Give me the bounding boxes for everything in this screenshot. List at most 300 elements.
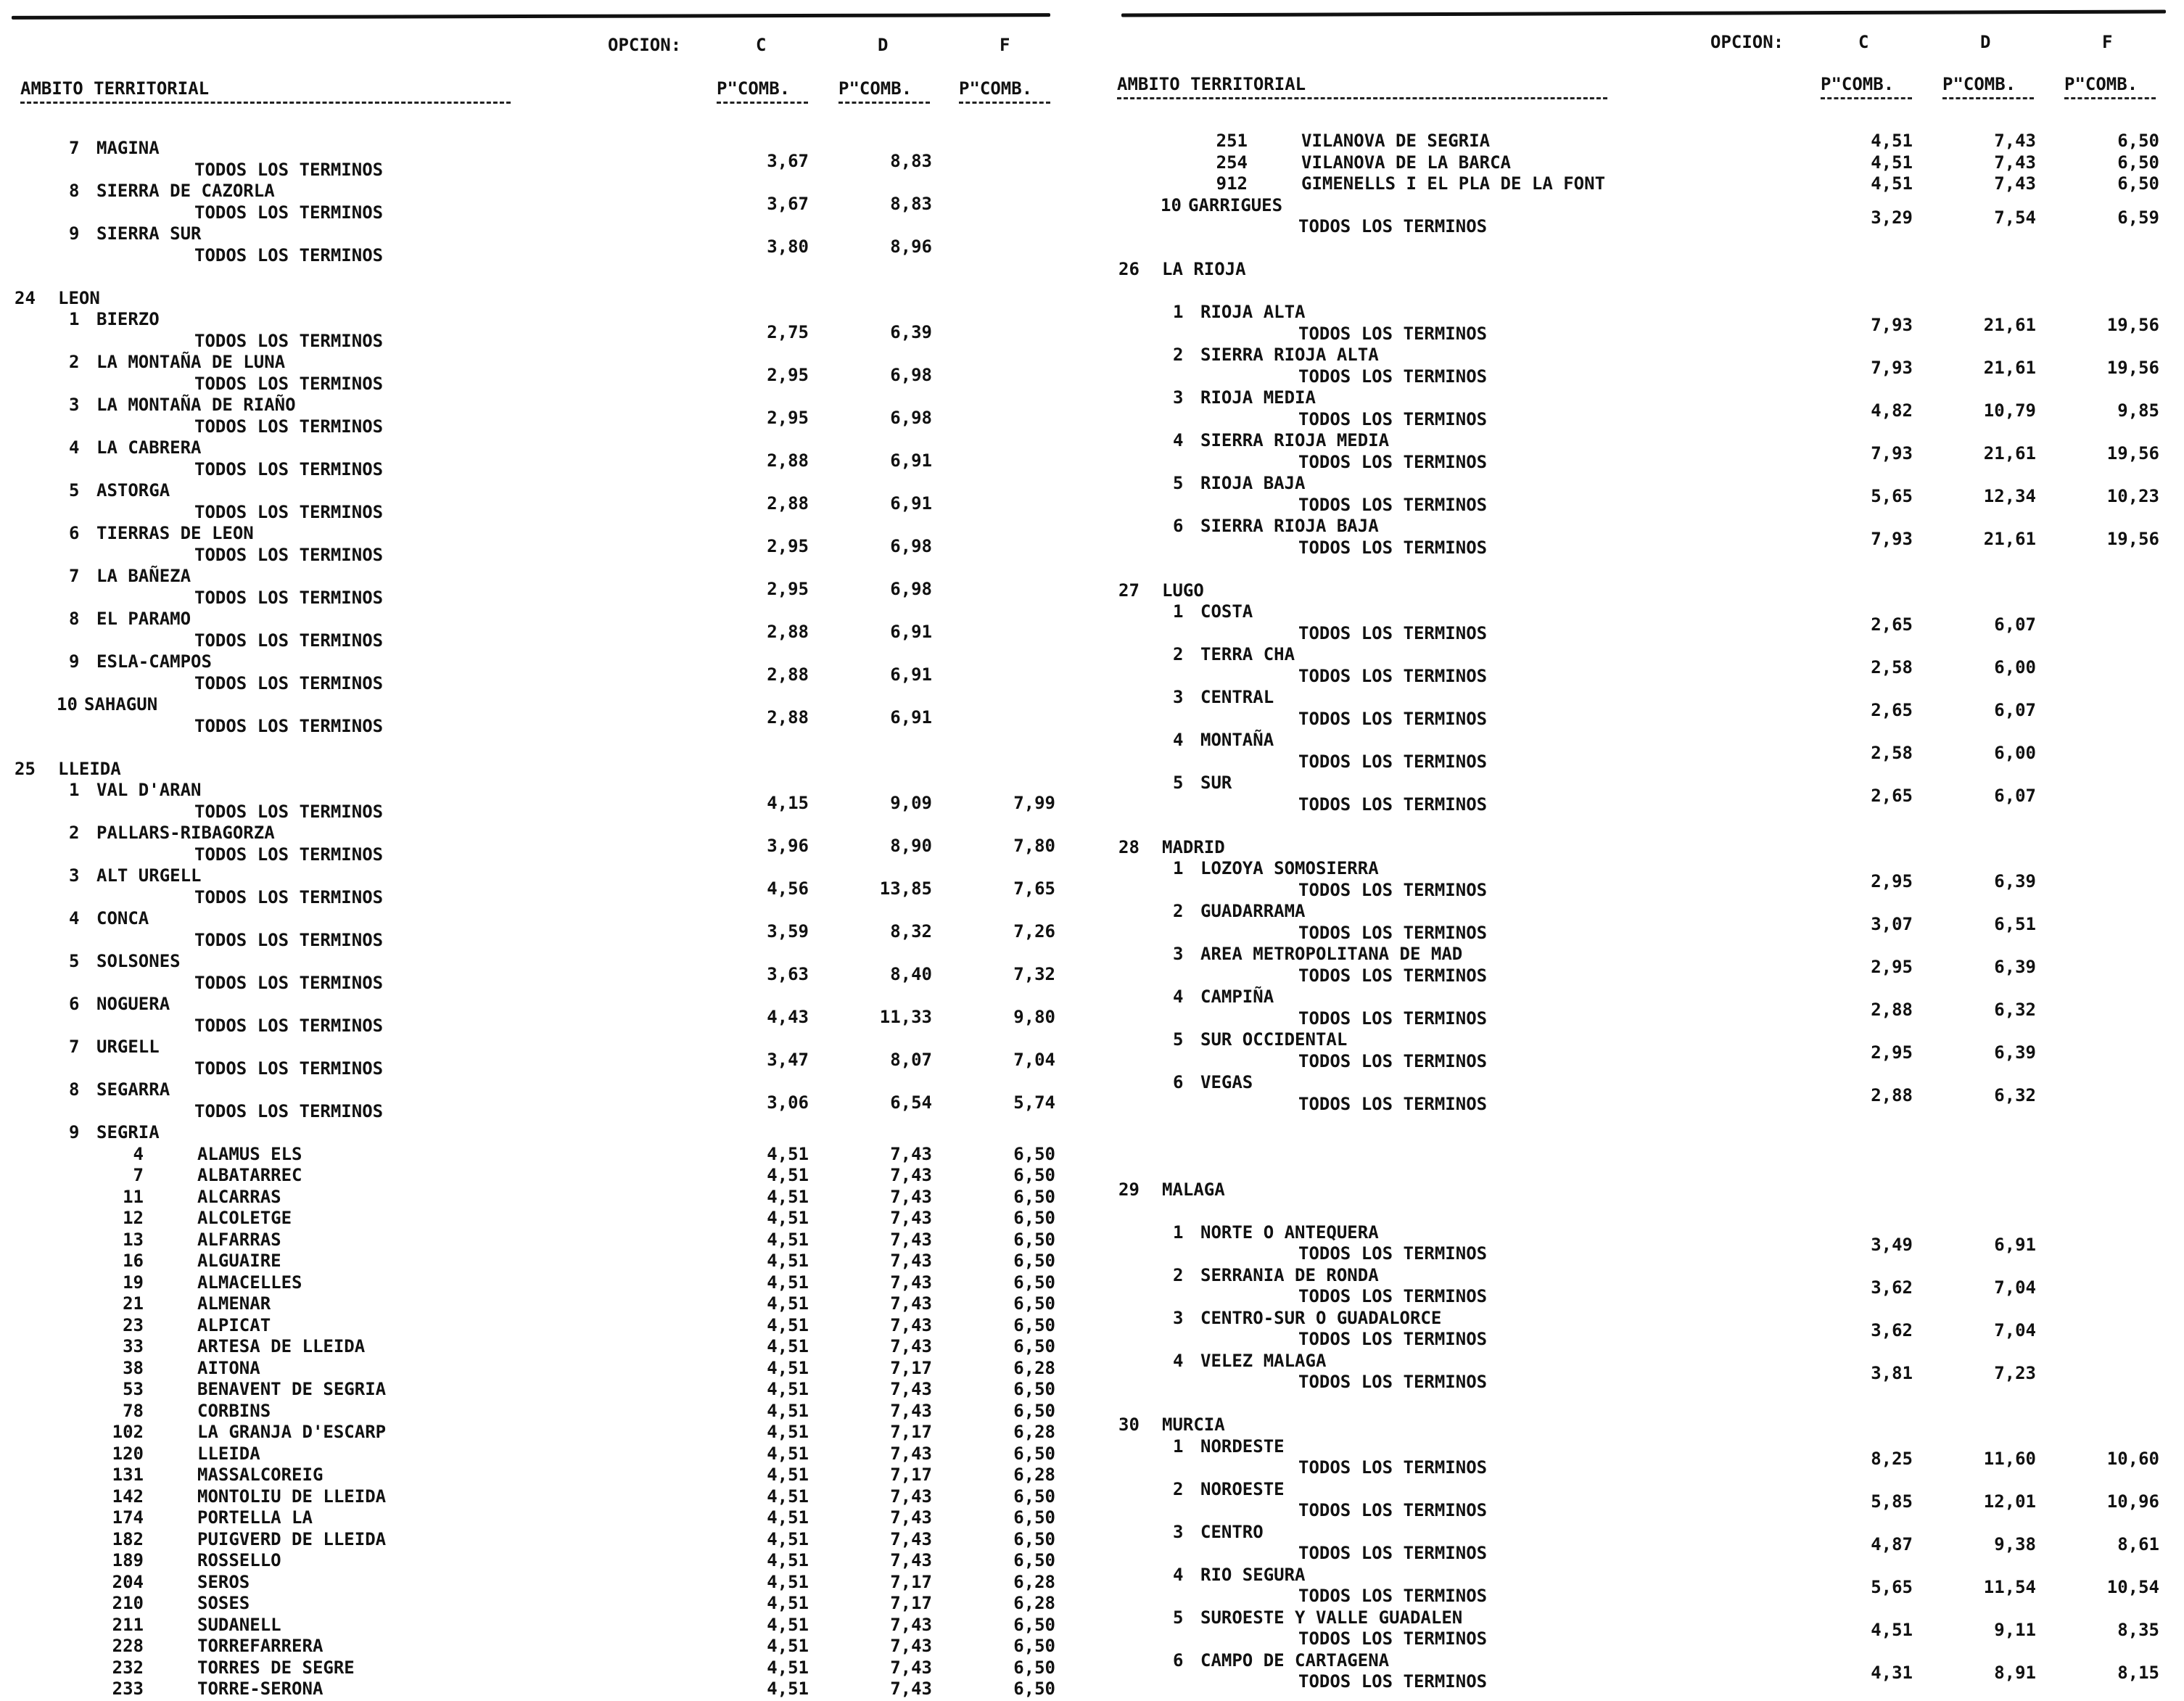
value-d: 7,43 — [890, 1186, 932, 1207]
todos-label: TODOS LOS TERMINOS — [194, 159, 384, 180]
value-d: 7,43 — [890, 1272, 932, 1293]
value-f: 6,50 — [1013, 1186, 1055, 1207]
todos-label: TODOS LOS TERMINOS — [194, 1058, 384, 1079]
todos-label: TODOS LOS TERMINOS — [1298, 708, 1488, 729]
blank-line — [1104, 238, 2177, 260]
value-d: 6,00 — [1994, 656, 2036, 677]
todos-label: TODOS LOS TERMINOS — [1298, 537, 1488, 558]
municipality-code: 7 — [133, 1165, 144, 1185]
value-c: 7,93 — [1871, 357, 1913, 378]
todos-los-terminos-row — [0, 450, 1074, 481]
todos-los-terminos-row — [0, 236, 1074, 267]
municipality-row — [0, 1144, 1074, 1166]
todos-los-terminos-row — [1104, 785, 2177, 816]
comarca-name: AREA METROPOLITANA DE MAD — [1200, 944, 1463, 964]
comarca-name: LA MONTAÑA DE RIAÑO — [96, 395, 296, 415]
todos-los-terminos-row — [1104, 1084, 2177, 1116]
municipality-code: 19 — [123, 1272, 144, 1293]
todos-label: TODOS LOS TERMINOS — [194, 630, 384, 651]
value-d: 7,04 — [1994, 1277, 2036, 1298]
todos-label: TODOS LOS TERMINOS — [194, 330, 384, 351]
municipality-row — [0, 1187, 1074, 1208]
municipality-code: 228 — [112, 1636, 144, 1656]
value-f: 6,50 — [1013, 1657, 1055, 1678]
province-number: 24 — [15, 287, 36, 308]
value-f: 8,61 — [2117, 1534, 2159, 1554]
municipality-code: 16 — [123, 1251, 144, 1271]
todos-label: TODOS LOS TERMINOS — [1298, 408, 1488, 429]
comarca-name: CENTRO-SUR O GUADALORCE — [1200, 1307, 1442, 1328]
value-d: 21,61 — [1983, 442, 2036, 464]
todos-los-terminos-row — [0, 535, 1074, 567]
todos-los-terminos-row — [1104, 1320, 2177, 1351]
todos-label: TODOS LOS TERMINOS — [1298, 1093, 1488, 1114]
value-f: 6,50 — [1013, 1293, 1055, 1314]
comarca-name: ASTORGA — [96, 480, 170, 501]
municipality-code: 233 — [112, 1679, 144, 1699]
comarca-number: 1 — [1173, 858, 1184, 878]
todos-los-terminos-row — [1104, 485, 2177, 516]
municipality-code: 120 — [112, 1443, 144, 1464]
value-d: 6,98 — [890, 578, 932, 599]
municipality-name: ROSSELLO — [197, 1550, 281, 1570]
comarca-name: VAL D'ARAN — [96, 780, 202, 800]
todos-los-terminos-row — [1104, 1534, 2177, 1565]
province-row — [1104, 1414, 2177, 1436]
blank-line — [1104, 559, 2177, 580]
municipality-name: VILANOVA DE LA BARCA — [1301, 152, 1511, 173]
value-c: 4,87 — [1871, 1534, 1913, 1554]
value-c: 2,88 — [1871, 999, 1913, 1020]
value-c: 4,51 — [767, 1229, 809, 1250]
todos-los-terminos-row — [1104, 1235, 2177, 1265]
comarca-name: NOGUERA — [96, 994, 170, 1014]
value-c: 3,80 — [767, 236, 809, 257]
comarca-name: SOLSONES — [96, 951, 181, 971]
comarca-number: 6 — [1173, 1649, 1184, 1671]
value-f: 6,50 — [1013, 1528, 1055, 1549]
value-c: 4,82 — [1871, 400, 1913, 421]
value-d: 7,43 — [890, 1379, 932, 1399]
municipality-row — [0, 1550, 1074, 1572]
municipality-code: 102 — [112, 1422, 144, 1442]
option-d: D — [1980, 32, 1991, 52]
value-c: 3,29 — [1871, 207, 1913, 228]
comarca-number: 3 — [1173, 1521, 1184, 1542]
value-d: 8,91 — [1994, 1663, 2036, 1683]
municipality-row — [0, 1465, 1074, 1486]
value-c: 4,51 — [1871, 173, 1913, 194]
value-d: 9,11 — [1994, 1620, 2036, 1640]
value-c: 2,88 — [767, 493, 809, 514]
value-d: 6,39 — [1994, 956, 2036, 977]
value-d: 7,43 — [890, 1657, 932, 1678]
comarca-number: 4 — [1173, 1350, 1184, 1371]
option-f: F — [2102, 32, 2113, 52]
value-c: 2,88 — [1871, 1084, 1913, 1105]
comarca-number: 2 — [69, 823, 80, 843]
comarca-number: 1 — [1173, 601, 1184, 622]
municipality-row — [0, 1230, 1074, 1251]
comarca-name: MAGINA — [96, 138, 160, 158]
pcomb-f-underline — [2064, 97, 2156, 102]
comarca-number: 2 — [1173, 644, 1184, 664]
todos-label: TODOS LOS TERMINOS — [1298, 622, 1488, 643]
todos-los-terminos-row — [1104, 400, 2177, 431]
value-d: 7,17 — [890, 1593, 932, 1613]
value-f: 6,59 — [2117, 207, 2159, 228]
pcomb-f-heading: P"COMB. — [959, 78, 1033, 99]
municipality-name: PUIGVERD DE LLEIDA — [197, 1528, 387, 1549]
municipality-row — [0, 1379, 1074, 1401]
value-d: 6,00 — [1994, 742, 2036, 763]
value-c: 2,88 — [767, 707, 809, 728]
comarca-name: CENTRO — [1200, 1521, 1264, 1542]
blank-line — [0, 737, 1074, 759]
value-c: 4,51 — [767, 1143, 809, 1164]
province-number: 27 — [1118, 580, 1140, 601]
value-c: 2,95 — [767, 364, 809, 385]
comarca-number: 5 — [1173, 473, 1184, 493]
todos-los-terminos-row — [1104, 913, 2177, 944]
value-d: 7,17 — [890, 1465, 932, 1485]
value-d: 13,85 — [879, 878, 932, 899]
province-number: 28 — [1118, 836, 1140, 857]
value-d: 7,04 — [1994, 1320, 2036, 1340]
value-c: 2,58 — [1871, 656, 1913, 677]
value-c: 4,51 — [767, 1336, 809, 1356]
value-d: 7,43 — [890, 1679, 932, 1699]
municipality-code: 912 — [1216, 173, 1248, 194]
value-d: 8,83 — [890, 193, 932, 214]
value-c: 4,51 — [767, 1208, 809, 1228]
comarca-number: 2 — [1173, 901, 1184, 921]
municipality-row — [0, 1657, 1074, 1679]
municipality-code: 189 — [112, 1550, 144, 1570]
municipality-name: ALFARRAS — [197, 1229, 281, 1250]
comarca-name: NORDESTE — [1200, 1436, 1285, 1457]
municipality-row — [0, 1422, 1074, 1443]
comarca-row — [0, 1122, 1074, 1144]
value-d: 8,07 — [890, 1049, 932, 1070]
municipality-name: SOSES — [197, 1593, 250, 1613]
todos-label: TODOS LOS TERMINOS — [1298, 1050, 1488, 1071]
todos-label: TODOS LOS TERMINOS — [1298, 665, 1488, 686]
todos-los-terminos-row — [0, 1006, 1074, 1037]
province-row — [0, 288, 1074, 310]
value-c: 3,06 — [767, 1092, 809, 1113]
value-d: 12,34 — [1983, 485, 2036, 506]
value-d: 7,43 — [1994, 152, 2036, 173]
comarca-number: 7 — [69, 1037, 80, 1057]
comarca-number: 5 — [1173, 1607, 1184, 1628]
value-c: 3,49 — [1871, 1235, 1913, 1255]
comarca-name: SERRANIA DE RONDA — [1200, 1264, 1379, 1285]
comarca-number: 2 — [1173, 345, 1184, 365]
right-page-column — [1110, 0, 2183, 1701]
value-d: 7,43 — [890, 1528, 932, 1549]
todos-label: TODOS LOS TERMINOS — [1298, 794, 1488, 815]
municipality-code: 12 — [123, 1208, 144, 1228]
comarca-name: GARRIGUES — [1188, 194, 1283, 215]
municipality-name: VILANOVA DE SEGRIA — [1301, 131, 1491, 151]
comarca-number: 4 — [1173, 430, 1184, 450]
value-d: 7,43 — [890, 1486, 932, 1507]
value-d: 11,33 — [879, 1006, 932, 1027]
todos-label: TODOS LOS TERMINOS — [194, 416, 384, 437]
value-d: 7,43 — [890, 1229, 932, 1250]
value-c: 2,65 — [1871, 785, 1913, 806]
municipality-code: 182 — [112, 1528, 144, 1549]
todos-label: TODOS LOS TERMINOS — [1298, 323, 1488, 344]
value-d: 21,61 — [1983, 314, 2036, 335]
value-f: 7,65 — [1013, 878, 1055, 899]
province-name: LEON — [58, 287, 100, 308]
pcomb-d-underline — [1942, 97, 2034, 102]
value-f: 9,80 — [1013, 1006, 1055, 1027]
todos-label: TODOS LOS TERMINOS — [1298, 1543, 1488, 1563]
todos-label: TODOS LOS TERMINOS — [1298, 965, 1488, 986]
right-table-body — [1104, 131, 2177, 1693]
municipality-name: BENAVENT DE SEGRIA — [197, 1379, 387, 1399]
value-c: 2,95 — [767, 535, 809, 556]
comarca-name: BIERZO — [96, 309, 160, 329]
todos-label: TODOS LOS TERMINOS — [194, 844, 384, 865]
todos-los-terminos-row — [1104, 357, 2177, 388]
province-row — [1104, 259, 2177, 281]
municipality-row — [0, 1529, 1074, 1551]
value-c: 4,51 — [767, 1593, 809, 1613]
blank-line — [1104, 1393, 2177, 1415]
municipality-name: LA GRANJA D'ESCARP — [197, 1422, 387, 1442]
value-d: 7,17 — [890, 1571, 932, 1592]
todos-los-terminos-row — [0, 621, 1074, 652]
todos-los-terminos-row — [0, 920, 1074, 952]
comarca-number: 2 — [1173, 1478, 1184, 1499]
value-f: 6,50 — [1013, 1143, 1055, 1164]
province-number: 25 — [15, 758, 36, 779]
value-d: 6,39 — [1994, 870, 2036, 891]
municipality-row — [0, 1208, 1074, 1230]
value-d: 6,32 — [1994, 1084, 2036, 1105]
comarca-number: 2 — [69, 352, 80, 372]
value-c: 4,51 — [767, 1379, 809, 1399]
left-table-body — [0, 138, 1074, 1700]
todos-los-terminos-row — [1104, 956, 2177, 987]
value-f: 19,56 — [2106, 314, 2159, 335]
blank-line — [1104, 1115, 2177, 1137]
todos-los-terminos-row — [1104, 1620, 2177, 1650]
comarca-number: 1 — [1173, 1436, 1184, 1457]
todos-los-terminos-row — [1104, 1449, 2177, 1479]
blank-line — [1104, 1137, 2177, 1158]
province-row — [1104, 837, 2177, 859]
todos-los-terminos-row — [1104, 656, 2177, 688]
comarca-number: 5 — [1173, 773, 1184, 793]
value-c: 4,51 — [1871, 152, 1913, 173]
value-c: 4,15 — [767, 792, 809, 813]
province-number: 26 — [1118, 259, 1140, 279]
todos-los-terminos-row — [0, 835, 1074, 866]
value-f: 19,56 — [2106, 357, 2159, 378]
blank-line — [1104, 281, 2177, 302]
value-c: 4,51 — [767, 1422, 809, 1442]
todos-label: TODOS LOS TERMINOS — [1298, 1372, 1488, 1392]
municipality-row — [0, 1486, 1074, 1508]
todos-los-terminos-row — [1104, 528, 2177, 559]
comarca-name: SUROESTE Y VALLE GUADALEN — [1200, 1607, 1463, 1628]
value-c: 2,95 — [1871, 956, 1913, 977]
value-f: 6,50 — [1013, 1251, 1055, 1271]
comarca-name: PALLARS-RIBAGORZA — [96, 823, 275, 843]
value-f: 10,96 — [2106, 1491, 2159, 1512]
province-name: LA RIOJA — [1162, 259, 1246, 279]
municipality-row — [0, 1401, 1074, 1422]
comarca-number: 4 — [69, 908, 80, 928]
todos-label: TODOS LOS TERMINOS — [1298, 1500, 1488, 1520]
municipality-name: ALMENAR — [197, 1293, 271, 1314]
municipality-code: 33 — [123, 1336, 144, 1356]
municipality-name: MONTOLIU DE LLEIDA — [197, 1486, 387, 1507]
todos-los-terminos-row — [0, 707, 1074, 738]
value-c: 4,56 — [767, 878, 809, 899]
comarca-name: LA BAÑEZA — [96, 566, 191, 586]
municipality-code: 232 — [112, 1657, 144, 1678]
municipality-row — [0, 1358, 1074, 1380]
value-f: 8,35 — [2117, 1620, 2159, 1640]
municipality-name: CORBINS — [197, 1400, 271, 1421]
top-rule — [12, 13, 1050, 20]
comarca-name: SIERRA DE CAZORLA — [96, 181, 275, 201]
value-d: 8,32 — [890, 920, 932, 942]
value-d: 7,43 — [890, 1443, 932, 1464]
municipality-row — [0, 1336, 1074, 1358]
value-d: 7,43 — [890, 1336, 932, 1356]
value-d: 7,43 — [890, 1208, 932, 1228]
municipality-row — [0, 1272, 1074, 1294]
municipality-row — [0, 1615, 1074, 1636]
value-c: 4,51 — [1871, 131, 1913, 151]
value-f: 6,50 — [2117, 131, 2159, 151]
municipality-name: SUDANELL — [197, 1614, 281, 1635]
value-c: 3,96 — [767, 835, 809, 856]
municipality-row — [0, 1679, 1074, 1700]
todos-label: TODOS LOS TERMINOS — [1298, 1286, 1488, 1306]
todos-los-terminos-row — [1104, 870, 2177, 902]
option-d: D — [878, 35, 889, 55]
municipality-name: ALBATARREC — [197, 1165, 302, 1185]
value-c: 3,07 — [1871, 913, 1913, 934]
province-row — [0, 759, 1074, 781]
value-c: 4,51 — [767, 1186, 809, 1207]
todos-label: TODOS LOS TERMINOS — [194, 202, 384, 223]
comarca-name: LA CABRERA — [96, 437, 202, 458]
comarca-name: LOZOYA SOMOSIERRA — [1200, 858, 1379, 878]
value-c: 4,51 — [767, 1507, 809, 1528]
value-c: 4,51 — [767, 1465, 809, 1485]
todos-los-terminos-row — [0, 150, 1074, 181]
value-f: 7,99 — [1013, 792, 1055, 813]
municipality-code: 53 — [123, 1379, 144, 1399]
value-d: 6,91 — [890, 450, 932, 471]
value-d: 6,98 — [890, 364, 932, 385]
comarca-number: 1 — [1173, 1222, 1184, 1243]
value-d: 6,98 — [890, 535, 932, 556]
comarca-number: 4 — [1173, 730, 1184, 750]
todos-los-terminos-row — [0, 493, 1074, 524]
value-f: 7,26 — [1013, 920, 1055, 942]
municipality-row — [0, 1165, 1074, 1187]
comarca-number: 4 — [1173, 1564, 1184, 1585]
value-d: 6,32 — [1994, 999, 2036, 1020]
value-f: 10,60 — [2106, 1449, 2159, 1469]
todos-los-terminos-row — [1104, 614, 2177, 645]
option-f: F — [1000, 35, 1010, 55]
comarca-number: 4 — [69, 437, 80, 458]
todos-los-terminos-row — [1104, 1277, 2177, 1308]
value-c: 4,51 — [767, 1571, 809, 1592]
todos-label: TODOS LOS TERMINOS — [194, 373, 384, 394]
municipality-row — [1104, 152, 2177, 174]
value-c: 7,93 — [1871, 314, 1913, 335]
value-f: 6,28 — [1013, 1422, 1055, 1442]
todos-los-terminos-row — [1104, 314, 2177, 345]
todos-los-terminos-row — [0, 578, 1074, 609]
comarca-name: RIOJA ALTA — [1200, 302, 1306, 322]
comarca-name: URGELL — [96, 1037, 160, 1057]
todos-los-terminos-row — [1104, 1577, 2177, 1607]
value-c: 3,63 — [767, 963, 809, 984]
municipality-row — [0, 1636, 1074, 1657]
todos-los-terminos-row — [0, 1092, 1074, 1123]
comarca-name: CENTRAL — [1200, 687, 1274, 707]
province-row — [1104, 580, 2177, 602]
value-c: 4,51 — [767, 1679, 809, 1699]
value-f: 5,74 — [1013, 1092, 1055, 1113]
blank-line — [1104, 1158, 2177, 1179]
value-f: 6,50 — [1013, 1679, 1055, 1699]
value-f: 6,50 — [1013, 1336, 1055, 1356]
ambito-underline — [1117, 97, 1607, 102]
value-d: 7,23 — [1994, 1363, 2036, 1383]
todos-los-terminos-row — [1104, 699, 2177, 730]
province-row — [1104, 1179, 2177, 1201]
todos-label: TODOS LOS TERMINOS — [1298, 922, 1488, 943]
todos-los-terminos-row — [0, 1049, 1074, 1080]
value-f: 6,50 — [1013, 1165, 1055, 1185]
value-c: 2,88 — [767, 664, 809, 685]
value-f: 6,50 — [1013, 1208, 1055, 1228]
municipality-code: 11 — [123, 1186, 144, 1207]
comarca-name: SUR — [1200, 773, 1232, 793]
opcion-label: OPCION: — [1710, 32, 1784, 52]
todos-label: TODOS LOS TERMINOS — [1298, 1008, 1488, 1029]
comarca-name: SEGARRA — [96, 1079, 170, 1100]
value-f: 7,80 — [1013, 835, 1055, 856]
comarca-number: 3 — [1173, 687, 1184, 707]
comarca-number: 3 — [69, 395, 80, 415]
value-c: 5,65 — [1871, 485, 1913, 506]
value-c: 3,62 — [1871, 1320, 1913, 1340]
comarca-number: 7 — [69, 138, 80, 158]
todos-label: TODOS LOS TERMINOS — [194, 972, 384, 993]
todos-los-terminos-row — [0, 878, 1074, 909]
value-d: 6,91 — [890, 621, 932, 642]
value-f: 10,23 — [2106, 485, 2159, 506]
value-d: 8,83 — [890, 150, 932, 171]
municipality-code: 38 — [123, 1357, 144, 1378]
comarca-number: 3 — [1173, 387, 1184, 408]
